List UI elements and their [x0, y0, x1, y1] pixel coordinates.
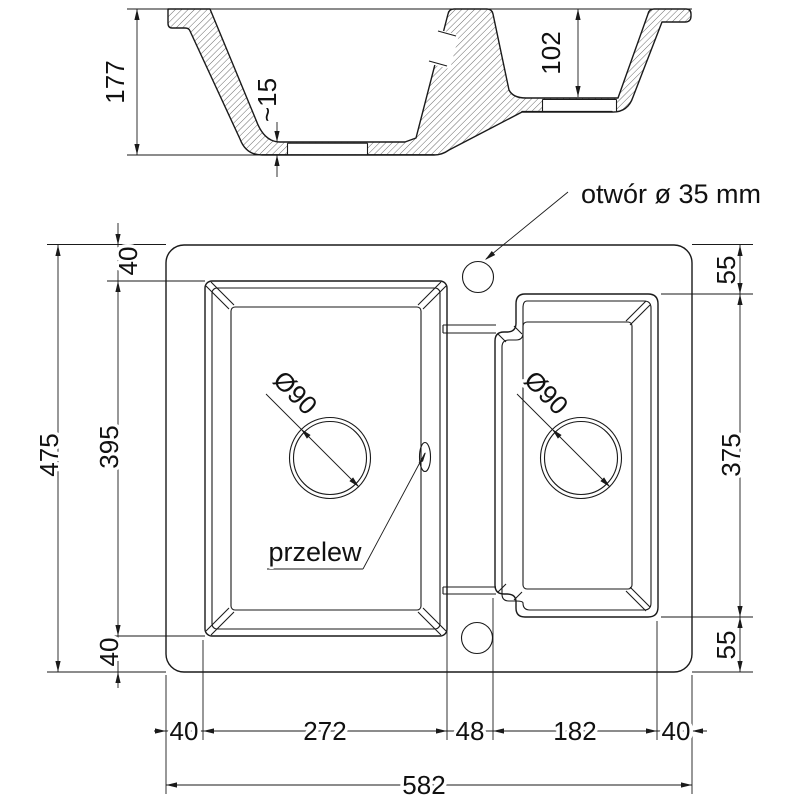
dim-bottom-row — [154, 716, 707, 746]
top-view — [34, 179, 761, 800]
sink-outline — [166, 245, 692, 672]
dim-bottom-thickness-text: ~15 — [252, 77, 282, 123]
faucet-hole-callout — [485, 179, 761, 260]
dim-height-total — [34, 245, 64, 672]
section-profile — [168, 9, 691, 155]
dim-width-total — [166, 770, 692, 800]
dim-rim-top-left-text: 40 — [113, 246, 143, 276]
dim-drain-left-text: Ø90 — [267, 364, 324, 421]
dim-rim-top-right-text: 55 — [711, 255, 741, 285]
dim-bowl-width-right-text: 182 — [553, 716, 597, 746]
dim-rim-right-text: 40 — [661, 716, 691, 746]
dim-small-bowl-depth-text: 102 — [536, 31, 566, 75]
faucet-hole-label: otwór ø 35 mm — [581, 179, 762, 209]
dim-bowl-height-right-text: 375 — [716, 433, 746, 477]
dim-left-column — [94, 223, 143, 688]
dim-right-column — [711, 245, 746, 672]
extension-lines — [47, 245, 753, 795]
dim-height-total-text: 475 — [34, 433, 64, 477]
dim-rim-left-text: 40 — [169, 716, 199, 746]
dim-depth-total-text: 177 — [100, 60, 130, 104]
dim-divider-width-text: 48 — [455, 716, 485, 746]
dim-depth-total — [100, 9, 140, 155]
cross-section-view — [100, 9, 692, 177]
dim-rim-bottom-right-text: 55 — [711, 630, 741, 660]
dim-small-bowl-depth — [536, 9, 581, 97]
dim-bowl-height-left-text: 395 — [94, 425, 124, 469]
accessory-hole — [462, 623, 493, 654]
right-bowl — [495, 294, 658, 617]
divider-ledges — [443, 325, 496, 594]
dim-bowl-width-left-text: 272 — [303, 716, 347, 746]
left-bowl — [205, 281, 447, 636]
overflow-label: przelew — [268, 537, 362, 567]
faucet-hole — [463, 262, 494, 293]
dim-drain-right-text: Ø90 — [518, 364, 575, 421]
dim-rim-bottom-left-text: 40 — [94, 637, 124, 667]
dim-width-total-text: 582 — [402, 770, 446, 800]
